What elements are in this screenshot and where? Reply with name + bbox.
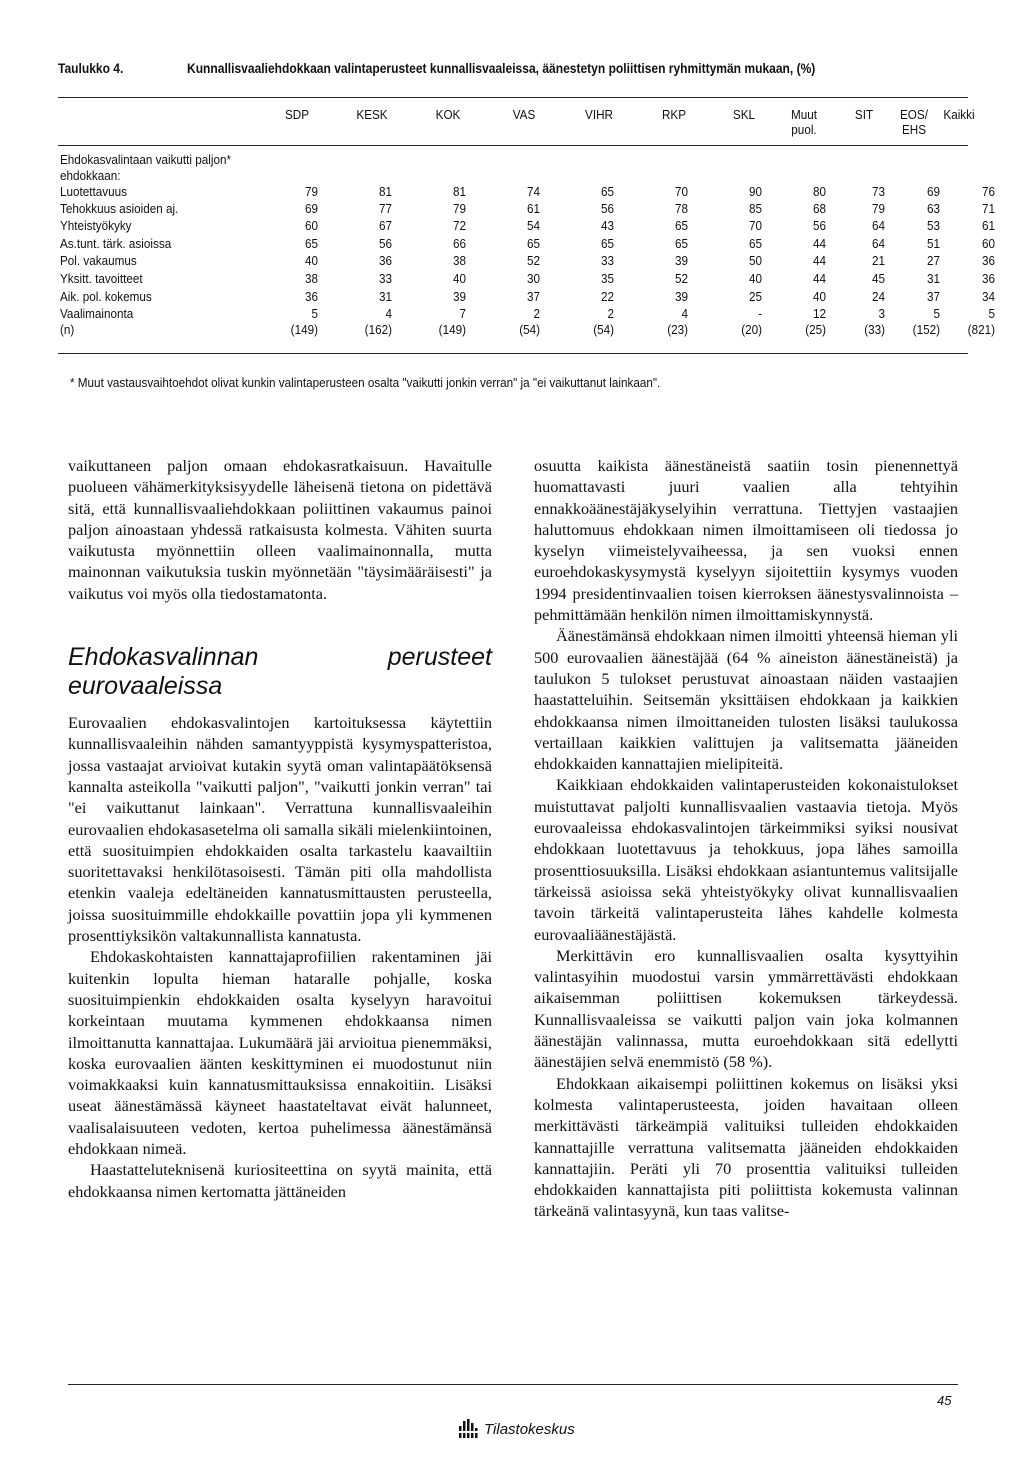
table-cell: 33 <box>378 271 392 286</box>
table-cell: 21 <box>871 253 885 268</box>
table-cell: 45 <box>871 271 885 286</box>
table-cell: 38 <box>452 253 466 268</box>
paragraph: Ehdokaskohtaisten kannattajaprofiilien rakentaminen jäi kuitenkin lopulta hieman hataralle pohjalle, koska suosituimpienkin ehdokkaiden osalta kyselyyn haravoitui korkeintaan muutama kymmenen ehdokkaansa nimen ilmoittanutta kannattajaa. Lukumäärä jäi arvioitua pienemmäksi, koska eurovaalien äänten keskittyminen ei muodostunut niin voimakkaaksi kuin kannatusmittauksissa ennakoitiin. Lisäksi useat äänestämässä käyneet haastateltavat eivät halunneet, vaalisalaisuuteen vedoten, kertoa puhelimessa äänestämänsä ehdokkaan nimeä. <box>68 947 492 1159</box>
table-cell: 36 <box>378 253 392 268</box>
table-cell: 39 <box>674 253 688 268</box>
table-cell: 80 <box>812 184 826 199</box>
table-cell: 64 <box>871 236 885 251</box>
table-cell: 44 <box>812 253 826 268</box>
table-cell: 33 <box>600 253 614 268</box>
table-cell: 7 <box>459 306 466 321</box>
table-cell: 3 <box>878 306 885 321</box>
table-cell: 56 <box>812 218 826 233</box>
table-cell: 30 <box>526 271 540 286</box>
table-row-label: Yhteistyökyky <box>60 218 132 233</box>
table-cell: 56 <box>600 201 614 216</box>
table-header-rule <box>58 145 968 146</box>
table-cell: 66 <box>452 236 466 251</box>
table-cell: 50 <box>748 253 762 268</box>
table-cell: 65 <box>526 236 540 251</box>
table-row-label: As.tunt. tärk. asioissa <box>60 236 172 251</box>
table-row-label: Tehokkuus asioiden aj. <box>60 201 179 216</box>
col-header: KESK <box>356 107 388 122</box>
paragraph: osuutta kaikista äänestäneistä saatiin tosin pienennettyä huomattavasti juuri vaalien alla tehtyihin ennakkoäänestäjäkyselyihin verrattuna. Tiettyjen vastaajien haluttomuus ehdokkaan nimen ilmoittamiseen oli tiedossa jo kyselyn viimeistelyvaiheessa, ja sen vuoksi ennen euroehdokaskysymystä kyselyyn sijoitettiin kysymys vuoden 1994 presidentinvaalien toisen kierroksen äänestysvalinnoista – pehmittämään henkilön nimen ilmoittamiskynnystä. <box>534 456 958 625</box>
table-cell: 61 <box>981 218 995 233</box>
table-cell: 79 <box>871 201 885 216</box>
col-header: SKL <box>732 107 756 122</box>
table-row-label: Yksitt. tavoitteet <box>60 271 143 286</box>
table-cell: 22 <box>600 289 614 304</box>
table-cell: 60 <box>981 236 995 251</box>
table-cell: 5 <box>311 306 318 321</box>
paragraph: Kaikkiaan ehdokkaiden valintaperusteiden kokonaistulokset muistuttavat paljolti kunnallisvaalien vastaavia tietoja. Myös eurovaaleissa ehdokasvalintojen tärkeimmiksi syiksi nousivat ehdokkaan luotettavuus ja tehokkuus, jopa lähes samoilla prosenttiosuuksilla. Lisäksi ehdokkaan asiantuntemus valitsijalle tärkeissä asioissa sekä yhteistyökyky olivat kunnallisvaalien tavoin tärkeitä valintaperusteita lähes kahdelle kolmesta eurovaaliäänestäjästä. <box>534 775 958 944</box>
table-row-label: Pol. vakaumus <box>60 253 137 268</box>
table-cell: 90 <box>748 184 762 199</box>
col-header: VAS <box>512 107 536 122</box>
table-cell: 79 <box>304 184 318 199</box>
table-cell: 76 <box>981 184 995 199</box>
table-cell: 77 <box>378 201 392 216</box>
table-cell: 56 <box>378 236 392 251</box>
table-cell: 63 <box>926 201 940 216</box>
text-column-right <box>534 455 958 1222</box>
table-bottom-rule <box>58 353 968 354</box>
table-cell: 85 <box>748 201 762 216</box>
table-label: Taulukko 4. <box>58 60 124 76</box>
table-cell: 81 <box>378 184 392 199</box>
table-cell: 37 <box>926 289 940 304</box>
table-cell: 67 <box>378 218 392 233</box>
text-column-left <box>68 455 492 1202</box>
table-cell: 5 <box>988 306 995 321</box>
paragraph: Merkittävin ero kunnallisvaalien osalta kysyttyihin valintasyihin muodostui varsin ymmärrettävästi ehdokkaan aikaisemman poliittisen kokemuksen tärkeydessä. Kunnallisvaaleissa se vaikutti paljon vain joka kolmannen äänestäjän valinnassa, mutta euroehdokkaan sitä edellytti äänestäjien selvä enemmistö (58 %). <box>534 945 958 1072</box>
table-cell: 44 <box>812 236 826 251</box>
table-row-label: Vaalimainonta <box>60 306 134 321</box>
col-header: Muut puol. <box>790 107 818 137</box>
table-cell: 39 <box>452 289 466 304</box>
table-cell: (25) <box>805 322 826 337</box>
table-cell: 54 <box>526 218 540 233</box>
table-cell: 72 <box>452 218 466 233</box>
table-cell: 31 <box>926 271 940 286</box>
paragraph: Eurovaalien ehdokasvalintojen kartoituksessa käytettiin kunnallisvaaleihin nähden samantyyppistä kysymyspatteristoa, jossa vastaajat arvioivat kutakin syytä oman valintapäätöksensä kannalta asteikolla "vaikutti paljon", "vaikutti jonkin verran" tai "ei vaikuttanut lainkaan". Verrattuna kunnallisvaaleihin eurovaalien ehdokasasetelma oli samalla sikäli mielenkiintoinen, että suosituimpien ehdokkaiden osalta tarkastelu kaavailtiin suoritettavaksi henkilötasoisesti. Tämän piti olla mahdollista etenkin vaaleja edeltäneiden kannatusmittausten perusteella, joissa suosituimmille ehdokkaille povattiin jopa yli kymmenen prosenttiyksikön valtakunnallista kannatusta. <box>68 713 492 946</box>
table-cell: 60 <box>304 218 318 233</box>
table-cell: (54) <box>593 322 614 337</box>
table-cell: (54) <box>519 322 540 337</box>
table-top-rule <box>58 97 968 98</box>
table-cell: 24 <box>871 289 885 304</box>
page-number: 45 <box>937 1393 952 1408</box>
table-cell: 4 <box>681 306 688 321</box>
table-title: Kunnallisvaaliehdokkaan valintaperusteet kunnallisvaaleissa, äänestetyn poliittisen ryhmittymän mukaan, (%) <box>187 60 816 76</box>
section-heading: Ehdokasvalinnan perusteet eurovaaleissa <box>68 643 492 701</box>
col-header: RKP <box>661 107 687 122</box>
table-cell: 31 <box>378 289 392 304</box>
publisher-logo <box>457 1418 575 1440</box>
publisher-name: Tilastokeskus <box>484 1420 575 1438</box>
table-cell: 34 <box>981 289 995 304</box>
table-cell: (20) <box>741 322 762 337</box>
table-cell: (821) <box>967 322 995 337</box>
table-cell: 43 <box>600 218 614 233</box>
col-header: SIT <box>854 107 874 122</box>
table-cell: 51 <box>926 236 940 251</box>
col-header: EOS/ EHS <box>900 107 928 137</box>
table-cell: 4 <box>385 306 392 321</box>
col-header: KOK <box>435 107 461 122</box>
table-cell: 5 <box>933 306 940 321</box>
table-cell: 70 <box>748 218 762 233</box>
table-row-label: Aik. pol. kokemus <box>60 289 152 304</box>
table-cell: 36 <box>304 289 318 304</box>
table-cell: 25 <box>748 289 762 304</box>
table-cell: 65 <box>304 236 318 251</box>
table-cell: 52 <box>526 253 540 268</box>
paragraph: vaikuttaneen paljon omaan ehdokasratkaisuun. Havaitulle puolueen vähämerkityksisyydelle läheisenä tietona on pidettävä sitä, että kunnallisvaaliehdokkaan poliittinen vakaumus painoi paljon ainoastaan yhdessä ratkaisusta kolmesta. Vähiten suurta vaikutusta myönnettiin olleen vaalimainonnalla, mutta mainonnan vaikutuksia tuskin myönnetään "täysimääräisesti" ja vaikutus voi myös olla tiedostamatonta. <box>68 456 492 603</box>
table-cell: 40 <box>304 253 318 268</box>
table-cell: 44 <box>812 271 826 286</box>
table-footnote: * Muut vastausvaihtoehdot olivat kunkin valintaperusteen osalta "vaikutti jonkin verran" ja "ei vaikuttanut lainkaan". <box>70 375 661 390</box>
col-header: VIHR <box>585 107 613 122</box>
table-cell: 37 <box>526 289 540 304</box>
table-cell: (162) <box>364 322 392 337</box>
col-header: Kaikki <box>943 107 975 122</box>
table-cell: 12 <box>812 306 826 321</box>
table-cell: 69 <box>304 201 318 216</box>
table-cell: 36 <box>981 271 995 286</box>
paragraph: Ehdokkaan aikaisempi poliittinen kokemus on lisäksi yksi kolmesta valintaperusteesta, joiden havaitaan olleen merkittävästi tärkeämpiä valituiksi tulleiden ehdokkaiden kannattajille verrattuna valitsematta jääneiden ehdokkaiden kannattajiin. Peräti yli 70 prosenttia valituiksi tulleiden ehdokkaiden kannattajista piti poliittista kokemusta valinnan tärkeänä valintasyynä, kun taas valitse- <box>534 1073 958 1221</box>
table-cell: 81 <box>452 184 466 199</box>
table-cell: 65 <box>674 236 688 251</box>
table-cell: 65 <box>674 218 688 233</box>
table-cell: (33) <box>864 322 885 337</box>
table-cell: (149) <box>438 322 466 337</box>
table-cell: 40 <box>812 289 826 304</box>
table-cell: - <box>758 306 762 321</box>
table-row-label: (n) <box>60 322 75 337</box>
table-cell: 27 <box>926 253 940 268</box>
table-caption <box>58 60 815 76</box>
table-cell: 73 <box>871 184 885 199</box>
table-cell: 52 <box>674 271 688 286</box>
table-cell: 36 <box>981 253 995 268</box>
table-cell: 40 <box>452 271 466 286</box>
table-cell: 70 <box>674 184 688 199</box>
table-cell: 64 <box>871 218 885 233</box>
table-section-label: Ehdokasvalintaan vaikutti paljon* ehdokkaan: <box>60 152 232 183</box>
table-cell: 2 <box>607 306 614 321</box>
table-cell: 78 <box>674 201 688 216</box>
paragraph: Äänestämänsä ehdokkaan nimen ilmoitti yhteensä hieman yli 500 eurovaalien äänestäjää (64 % aineiston äänestäneistä) ja taulukon 5 tulokset perustuvat ainoastaan näiden vastaajien haastatteluihin. Seitsemän yksittäisen ehdokkaan ja kaikkien ehdokkaansa nimen ilmoittaneiden tulosten lisäksi taulukossa vertaillaan kaikkien valittujen ja valitsematta jääneiden ehdokkaiden kannattajien mielipiteitä. <box>534 626 958 774</box>
table-cell: 74 <box>526 184 540 199</box>
table-cell: (149) <box>290 322 318 337</box>
table-cell: 39 <box>674 289 688 304</box>
table-cell: 79 <box>452 201 466 216</box>
tilastokeskus-logo-icon <box>457 1418 479 1440</box>
table-cell: 38 <box>304 271 318 286</box>
table-cell: 65 <box>600 236 614 251</box>
table-cell: 71 <box>981 201 995 216</box>
table-row-label: Luotettavuus <box>60 184 128 199</box>
table-cell: 61 <box>526 201 540 216</box>
table-cell: 2 <box>533 306 540 321</box>
col-header: SDP <box>284 107 310 122</box>
table-cell: 68 <box>812 201 826 216</box>
table-cell: 69 <box>926 184 940 199</box>
table-cell: 40 <box>748 271 762 286</box>
footer-rule <box>68 1384 958 1385</box>
table-cell: (23) <box>667 322 688 337</box>
table-cell: 65 <box>600 184 614 199</box>
table-cell: 53 <box>926 218 940 233</box>
paragraph: Haastatteluteknisenä kuriositeettina on syytä mainita, että ehdokkaansa nimen kertomatta jättäneiden <box>68 1160 492 1201</box>
table-cell: (152) <box>912 322 940 337</box>
table-cell: 65 <box>748 236 762 251</box>
table-cell: 35 <box>600 271 614 286</box>
